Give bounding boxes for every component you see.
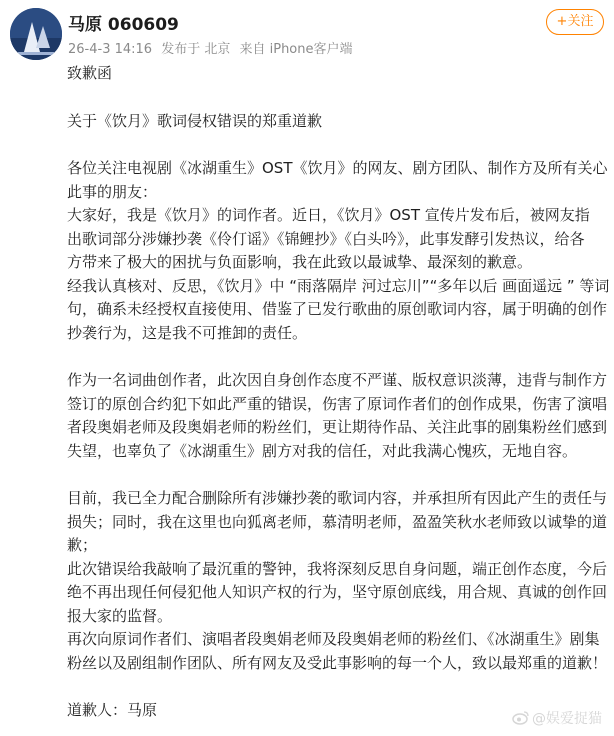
text-line: 签订的原创合约犯下如此严重的错误，伤害了原词作者们的创作成果，伤害了演唱: [67, 394, 608, 413]
paragraph-1: [67, 157, 614, 345]
post-content: [67, 62, 614, 723]
text-line: 失望，也辜负了《冰湖重生》剧方对我的信任，对此我满心愧疚，无地自容。: [67, 441, 578, 460]
text-line: 歉；: [67, 536, 98, 554]
letter-subject: 关于《饮月》歌词侵权错误的郑重道歉: [67, 111, 323, 130]
post-meta: [68, 38, 358, 57]
watermark-text: @娱爱捉猫: [532, 711, 602, 727]
text-line: 目前，我已全力配合删除所有涉嫌抄袭的歌词内容，并承担所有因此产生的责任与: [67, 489, 608, 507]
text-line: 各位关注电视剧《冰湖重生》OST《饮月》的网友、剧方团队、制作方及所有关心: [67, 159, 608, 177]
username[interactable]: 马原 060609: [68, 15, 179, 35]
text-line: 损失；同时，我在这里也向狐离老师，慕清明老师，盈盈笑秋水老师致以诚挚的道: [67, 512, 608, 531]
follow-button[interactable]: +关注: [546, 9, 604, 35]
text-line: 再次向原词作者们、演唱者段奥娟老师及段奥娟老师的粉丝们、《冰湖重生》剧集: [67, 630, 600, 648]
text-line: 句，确系未经授权直接使用、借鉴了已发行歌曲的原创歌词内容，属于明确的创作: [67, 300, 608, 318]
letter-title: 致歉函: [67, 64, 113, 82]
text-line: 者段奥娟老师及段奥娟老师的粉丝们，更让期待作品、关注此事的剧集粉丝们感到: [67, 418, 608, 436]
weibo-logo-icon: [512, 710, 530, 729]
paragraph-3: [67, 487, 614, 675]
text-line: 报大家的监督。: [67, 606, 173, 625]
post-location: 发布于 北京: [161, 42, 231, 57]
text-line: 绝不再出现任何侵犯他人知识产权的行为，坚守原创底线，用合规、真诚的创作回: [67, 583, 608, 601]
text-line: 抄袭行为，这是我不可推卸的责任。: [67, 323, 308, 342]
text-line: 大家好，我是《饮月》的词作者。近日，《饮月》OST 宣传片发布后，被网友指: [67, 206, 590, 224]
post-date: 26-4-3 14:16: [68, 42, 153, 57]
signature: 道歉人：马原: [67, 701, 158, 719]
text-line: 出歌词部分涉嫌抄袭《伶仃谣》《锦鲤抄》《白头吟》，此事发酵引发热议，给各: [67, 229, 585, 248]
watermark: [512, 708, 602, 729]
text-line: 作为一名词曲创作者，此次因自身创作态度不严谨、版权意识淡薄，违背与制作方: [67, 371, 608, 389]
paragraph-2: [67, 369, 614, 463]
text-line: 经我认真核对、反思，《饮月》中 “雨落隔岸 河过忘川”“多年以后 画面遥远 ” 等词: [67, 276, 610, 295]
text-line: 方带来了极大的困扰与负面影响，我在此致以最诚挚、最深刻的歉意。: [67, 253, 533, 271]
text-line: 此次错误给我敲响了最沉重的警钟，我将深刻反思自身问题，端正创作态度，今后: [67, 559, 608, 578]
avatar[interactable]: [10, 8, 62, 60]
text-line: 此事的朋友：: [67, 182, 158, 201]
post-client: 来自 iPhone客户端: [239, 42, 353, 57]
text-line: 粉丝以及剧组制作团队、所有网友及受此事影响的每一个人，致以最郑重的道歉！: [67, 653, 608, 672]
